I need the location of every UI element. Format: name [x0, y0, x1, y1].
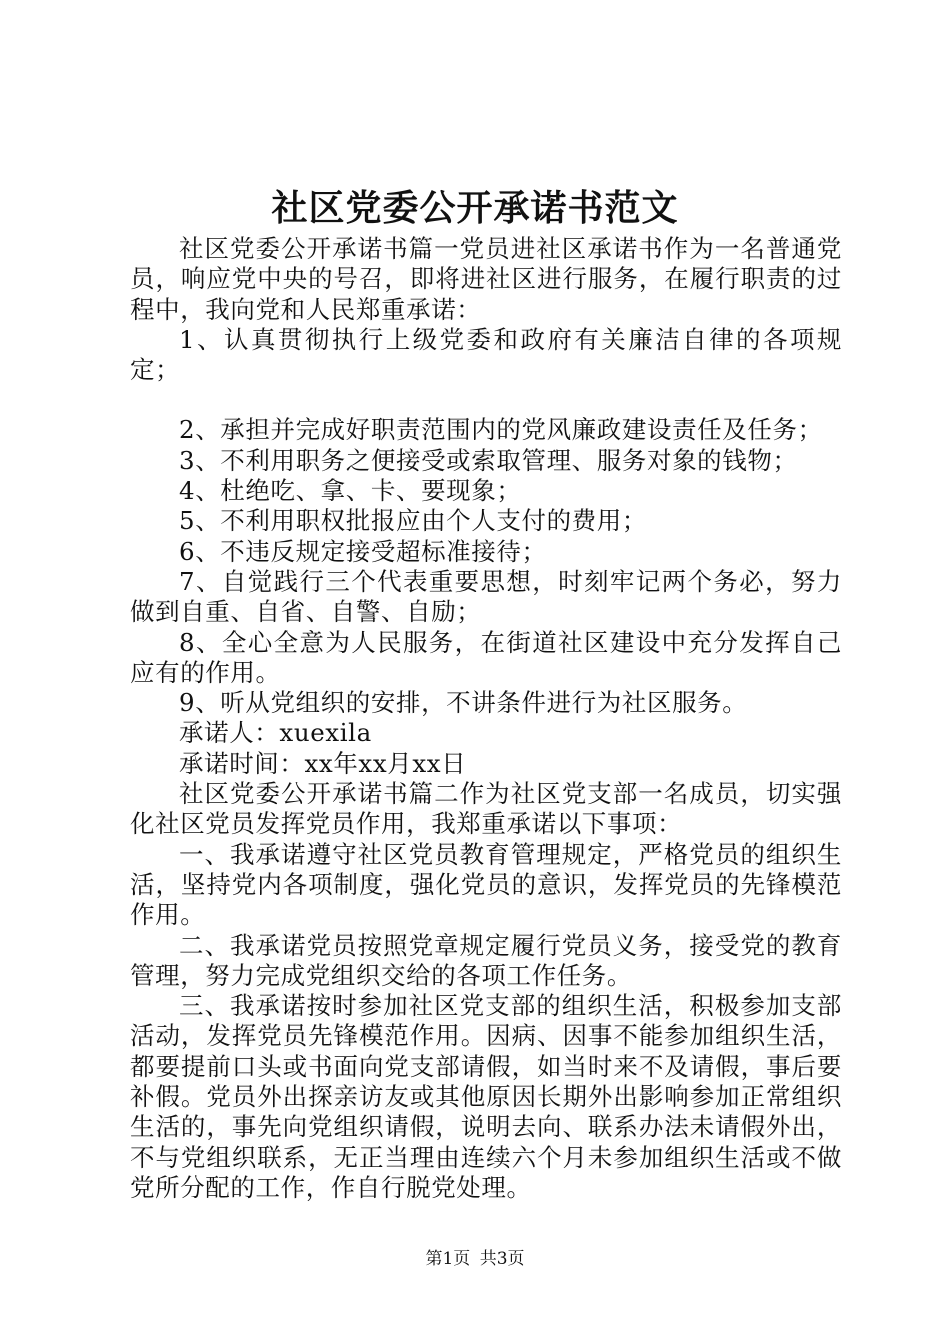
page-footer — [0, 1248, 950, 1270]
paragraph-intro-2: 社区党委公开承诺书篇二作为社区党支部一名成员，切实强化社区党员发挥党员作用，我郑重承诺以下事项： — [130, 779, 842, 839]
commitment-item-2: 二、我承诺党员按照党章规定履行党员义务，接受党的教育管理，努力完成党组织交给的各项工作任务。 — [130, 930, 842, 990]
paragraph-intro-1: 社区党委公开承诺书篇一党员进社区承诺书作为一名普通党员，响应党中央的号召，即将进社区进行服务，在履行职责的过程中，我向党和人民郑重承诺： — [130, 234, 842, 324]
pledge-item-2: 2、承担并完成好职责范围内的党风廉政建设责任及任务； — [179, 415, 823, 445]
pledge-item-9: 9、听从党组织的安排，不讲条件进行为社区服务。 — [179, 688, 748, 718]
pledge-date-line: 承诺时间：xx年xx月xx日 — [179, 748, 467, 778]
pledge-item-5: 5、不利用职权批报应由个人支付的费用； — [179, 506, 647, 536]
commitment-item-3: 三、我承诺按时参加社区党支部的组织生活，积极参加支部活动，发挥党员先锋模范作用。因病、因事不能参加组织生活，都要提前口头或书面向党支部请假，如当时来不及请假，事后要补假。党员外出探亲访友或其他原因长期外出影响参加正常组织生活的，事先向党组织请假，说明去向、联系办法未请假外出，不与党组织联系，无正当理由连续六个月未参加组织生活或不做党所分配的工作，作自行脱党处理。 — [130, 991, 842, 1202]
document-title: 社区党委公开承诺书范文 — [271, 187, 679, 229]
pledge-item-7: 7、自觉践行三个代表重要思想，时刻牢记两个务必，努力做到自重、自省、自警、自励； — [130, 566, 842, 627]
pledge-item-4: 4、杜绝吃、拿、卡、要现象； — [179, 476, 522, 506]
page-total: 共3页 — [479, 1249, 525, 1269]
pledge-item-6: 6、不违反规定接受超标准接待； — [179, 536, 547, 566]
commitment-item-1: 一、我承诺遵守社区党员教育管理规定，严格党员的组织生活，坚持党内各项制度，强化党员的意识，发挥党员的先锋模范作用。 — [130, 839, 842, 930]
pledge-item-3: 3、不利用职务之便接受或索取管理、服务对象的钱物； — [179, 445, 798, 475]
pledger-line: 承诺人：xuexila — [179, 718, 372, 748]
document-body — [130, 234, 842, 1203]
pledge-item-1: 1、认真贯彻执行上级党委和政府有关廉洁自律的各项规定； — [130, 324, 842, 385]
page-number: 第1页 — [425, 1249, 471, 1269]
pledge-item-8: 8、全心全意为人民服务，在街道社区建设中充分发挥自己应有的作用。 — [130, 627, 842, 687]
